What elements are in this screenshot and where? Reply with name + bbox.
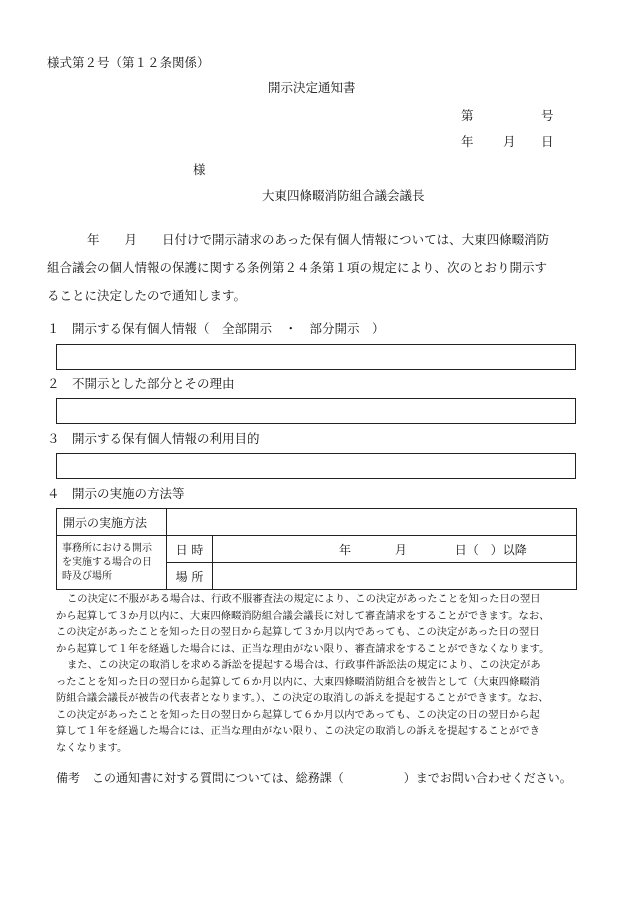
- doc-number-prefix: 第: [461, 108, 474, 123]
- section-1-heading: １ 開示する保有個人情報（ 全部開示 ・ 部分開示 ）: [47, 321, 385, 336]
- notice-line: から起算して３か月以内に、大東四條畷消防組合議会議長に対して審査請求をすることができます。なお、: [56, 609, 550, 622]
- notice-line: から起算して１年を経過した場合には、正当な理由がない限り、審査請求をすることができなくなります。: [56, 642, 550, 655]
- notice-line: また、この決定の取消しを求める訴訟を提起する場合は、行政事件訴訟法の規定により、この決定があ: [67, 659, 541, 671]
- section-3-heading: ３ 開示する保有個人情報の利用目的: [47, 431, 260, 446]
- notice-line: なくなります。: [56, 741, 128, 754]
- date-month-label: 月: [503, 134, 516, 149]
- place-field[interactable]: [213, 563, 577, 590]
- datetime-month: 月: [394, 542, 407, 557]
- date-day-label: 日: [541, 134, 554, 149]
- appeal-notice: [56, 591, 586, 756]
- office-label: 事務所における開示を実施する場合の日時及び場所: [57, 536, 167, 590]
- notice-line: ったことを知った日の翌日から起算して６か月以内に、大東四條畷消防組合を被告として（大東四條畷消: [56, 675, 540, 688]
- section-4-heading: ４ 開示の実施の方法等: [47, 486, 185, 501]
- notice-line: 算して１年を経過した場合には、正当な理由がない限り、この決定の取消しの訴えを提起することができ: [56, 725, 540, 737]
- method-row: [57, 509, 577, 536]
- doc-number-suffix: 号: [541, 108, 554, 123]
- section-3-field[interactable]: [56, 453, 576, 479]
- section-2-heading: ２ 不開示とした部分とその理由: [47, 376, 235, 391]
- intro-line: ることに決定したので通知します。: [47, 288, 247, 303]
- method-label: 開示の実施方法: [57, 509, 167, 536]
- section-1-field[interactable]: [56, 344, 576, 370]
- notice-line: この決定があったことを知った日の翌日から起算して３か月以内であっても、この決定があった日の翌日: [56, 626, 540, 638]
- datetime-day: 日（ ）以降: [454, 542, 527, 557]
- datetime-label: 日 時: [167, 536, 213, 563]
- notice-line: この決定に不服がある場合は、行政不服審査法の規定により、この決定があったことを知った日の翌日: [67, 593, 541, 605]
- datetime-year: 年: [339, 542, 352, 557]
- remarks: 備考 この通知書に対する質問については、総務課（ ）までお問い合わせください。: [56, 771, 572, 785]
- method-field[interactable]: [167, 509, 577, 536]
- notice-line: この決定があったことを知った日の翌日から起算して６か月以内であっても、この決定の日の翌日から起: [56, 708, 540, 721]
- intro-line: 年 月 日付けで開示請求のあった保有個人情報については、大東四條畷消防: [87, 232, 550, 247]
- document-title: 開示決定通知書: [268, 80, 356, 95]
- section-2-field[interactable]: [56, 398, 576, 424]
- place-label: 場 所: [167, 563, 213, 590]
- notice-line: 防組合議会議長が被告の代表者となります。）、この決定の取消しの訴えを提起することができます。なお、: [56, 692, 549, 704]
- disclosure-method-table: [56, 508, 577, 590]
- datetime-row: [57, 536, 577, 563]
- intro-line: 組合議会の個人情報の保護に関する条例第２４条第１項の規定により、次のとおり開示す: [47, 260, 548, 275]
- sender-name: 大東四條畷消防組合議会議長: [262, 188, 425, 203]
- form-number: 様式第２号（第１２条関係）: [47, 55, 210, 70]
- intro-paragraph: [47, 226, 587, 310]
- addressee-suffix: 様: [193, 162, 206, 177]
- datetime-field[interactable]: [213, 536, 577, 563]
- date-year-label: 年: [461, 134, 474, 149]
